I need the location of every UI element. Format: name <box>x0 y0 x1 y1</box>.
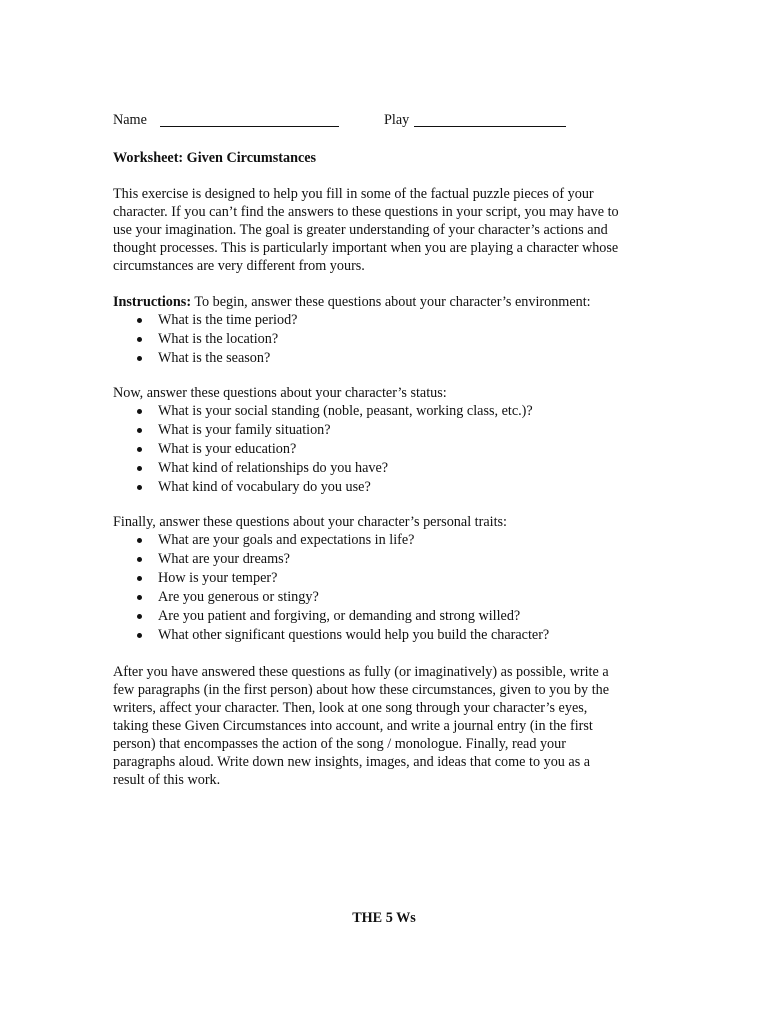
question-text: Are you patient and forgiving, or demanding and strong willed? <box>158 608 521 624</box>
list-item <box>113 402 673 421</box>
list-item <box>113 311 673 330</box>
status-question-list <box>113 402 673 497</box>
question-text: What is your social standing (noble, peasant, working class, etc.)? <box>158 403 533 419</box>
bullet-icon <box>137 466 142 471</box>
worksheet-title: Worksheet: Given Circumstances <box>113 150 317 166</box>
question-text: What kind of relationships do you have? <box>158 460 389 476</box>
bullet-icon <box>137 337 142 342</box>
question-text: What kind of vocabulary do you use? <box>158 479 371 495</box>
question-text: What is the location? <box>158 331 279 347</box>
section-title: THE 5 Ws <box>352 910 416 927</box>
bullet-icon <box>137 318 142 323</box>
worksheet-body <box>113 111 673 789</box>
intro-line: use your imagination. The goal is greater understanding of your character’s actions and <box>113 222 608 238</box>
closing-line: taking these Given Circumstances into account, and write a journal entry (in the first <box>113 718 593 734</box>
question-text: What is the time period? <box>158 312 298 328</box>
closing-line: result of this work. <box>113 772 221 788</box>
question-text: What other significant questions would help you build the character? <box>158 627 550 643</box>
bullet-icon <box>137 633 142 638</box>
question-text: How is your temper? <box>158 570 278 586</box>
bullet-icon <box>137 557 142 562</box>
play-label: Play <box>384 112 410 128</box>
closing-line: few paragraphs (in the first person) about how these circumstances, given to you by the <box>113 682 610 698</box>
list-item <box>113 626 673 645</box>
traits-question-list <box>113 531 673 645</box>
closing-paragraph <box>113 663 673 789</box>
name-label: Name <box>113 112 147 128</box>
list-item <box>113 478 673 497</box>
name-blank-line[interactable] <box>160 126 339 127</box>
list-item <box>113 421 673 440</box>
intro-paragraph <box>113 185 673 275</box>
intro-line: thought processes. This is particularly important when you are playing a character whose <box>113 240 619 256</box>
bullet-icon <box>137 409 142 414</box>
bullet-icon <box>137 614 142 619</box>
intro-line: character. If you can’t find the answers to these questions in your script, you may have to <box>113 204 619 220</box>
question-text: What is your family situation? <box>158 422 331 438</box>
play-blank-line[interactable] <box>414 126 566 127</box>
list-item <box>113 531 673 550</box>
environment-question-list <box>113 311 673 368</box>
list-item <box>113 440 673 459</box>
header-row <box>113 111 673 131</box>
list-item <box>113 330 673 349</box>
closing-line: After you have answered these questions as fully (or imaginatively) as possible, write a <box>113 664 609 680</box>
question-text: What are your goals and expectations in life? <box>158 532 415 548</box>
list-item <box>113 550 673 569</box>
list-item <box>113 349 673 368</box>
closing-line: person) that encompasses the action of the song / monologue. Finally, read your <box>113 736 566 752</box>
question-text: What is the season? <box>158 350 271 366</box>
bullet-icon <box>137 576 142 581</box>
bullet-icon <box>137 447 142 452</box>
bullet-icon <box>137 356 142 361</box>
instructions-line <box>113 293 673 311</box>
closing-line: paragraphs aloud. Write down new insights, images, and ideas that come to you as a <box>113 754 591 770</box>
instructions-label: Instructions: <box>113 294 192 310</box>
bullet-icon <box>137 538 142 543</box>
traits-intro: Finally, answer these questions about your character’s personal traits: <box>113 514 507 530</box>
intro-line: circumstances are very different from yours. <box>113 258 365 274</box>
bullet-icon <box>137 428 142 433</box>
intro-line: This exercise is designed to help you fill in some of the factual puzzle pieces of your <box>113 186 594 202</box>
question-text: What is your education? <box>158 441 297 457</box>
question-text: Are you generous or stingy? <box>158 589 319 605</box>
list-item <box>113 607 673 626</box>
list-item <box>113 588 673 607</box>
closing-line: writers, affect your character. Then, look at one song through your character’s eyes, <box>113 700 588 716</box>
bullet-icon <box>137 485 142 490</box>
instructions-text: To begin, answer these questions about your character’s environment: <box>191 294 591 310</box>
question-text: What are your dreams? <box>158 551 290 567</box>
bullet-icon <box>137 595 142 600</box>
list-item <box>113 569 673 588</box>
status-intro: Now, answer these questions about your character’s status: <box>113 385 447 401</box>
list-item <box>113 459 673 478</box>
